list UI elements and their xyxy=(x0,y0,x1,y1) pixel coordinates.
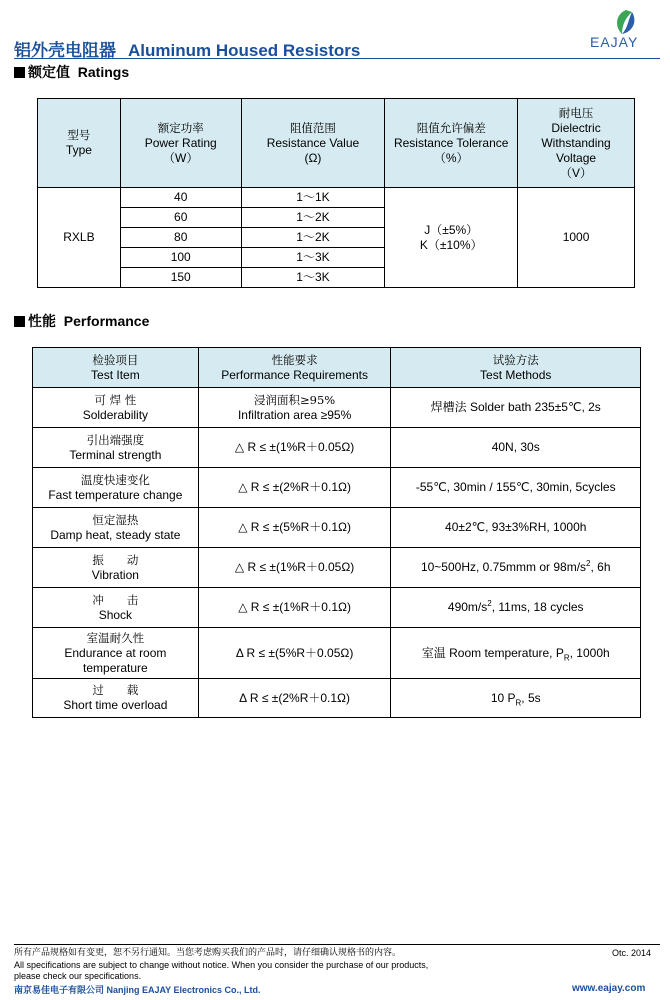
square-bullet-icon xyxy=(14,67,25,78)
method-cell: 10~500Hz, 0.75mmm or $98m/s^2$, 6h xyxy=(391,548,641,588)
test-item-cell: 振 动 Vibration xyxy=(33,548,199,588)
requirement-cell: 浸润面积≥95% Infiltration area ≥95% xyxy=(198,388,391,428)
col-type: 型号 Type xyxy=(38,99,121,188)
table-row xyxy=(33,679,641,718)
resistance-cell: 1～3K xyxy=(241,248,385,268)
test-item-cell: 可 焊 性 Solderability xyxy=(33,388,199,428)
requirement-cell: Δ R ≤ ±(2%R＋0.1Ω) xyxy=(198,679,391,718)
logo-text: EAJAY xyxy=(590,34,639,50)
method-cell: $490m/s^2$, 11ms, 18 cycles xyxy=(391,588,641,628)
requirement-cell: Δ R ≤ ±(5%R＋0.05Ω) xyxy=(198,628,391,679)
footer-date: Otc. 2014 xyxy=(612,948,652,958)
requirement-cell: △ R ≤ ±(1%R＋0.05Ω) xyxy=(198,548,391,588)
footer-divider xyxy=(14,944,660,945)
col-resistance-tolerance: 阻值允许偏差 Resistance Tolerance （%） xyxy=(385,99,518,188)
footer-website-link[interactable]: www.eajay.com xyxy=(572,983,646,994)
method-cell: 10 $P_R$, 5s xyxy=(391,679,641,718)
ratings-heading-en: Ratings xyxy=(77,64,130,80)
test-item-cell: 引出端强度 Terminal strength xyxy=(33,428,199,468)
power-cell: 40 xyxy=(120,188,241,208)
performance-table xyxy=(32,347,641,718)
power-cell: 60 xyxy=(120,208,241,228)
test-item-cell: 恒定湿热 Damp heat, steady state xyxy=(33,508,199,548)
col-test-item: 检验项目 Test Item xyxy=(33,348,199,388)
requirement-cell: △ R ≤ ±(2%R＋0.1Ω) xyxy=(198,468,391,508)
test-item-cell: 冲 击 Shock xyxy=(33,588,199,628)
test-item-cell: 温度快速变化 Fast temperature change xyxy=(33,468,199,508)
method-cell: 室温 Room temperature, $P_R$, 1000h xyxy=(391,628,641,679)
voltage-cell: 1000 xyxy=(518,188,635,288)
col-resistance-value: 阻值范围 Resistance Value (Ω) xyxy=(241,99,385,188)
table-row xyxy=(33,388,641,428)
requirement-cell: △ R ≤ ±(1%R＋0.05Ω) xyxy=(198,428,391,468)
footer-note-en-2: please check our specifications. xyxy=(14,971,142,981)
col-dielectric-voltage: 耐电压 Dielectric Withstanding Voltage （V） xyxy=(518,99,635,188)
table-row xyxy=(33,628,641,679)
resistance-cell: 1～2K xyxy=(241,228,385,248)
method-cell: -55℃, 30min / 155℃, 30min, 5cycles xyxy=(391,468,641,508)
col-performance-requirements: 性能要求 Performance Requirements xyxy=(198,348,391,388)
col-power-rating: 额定功率 Power Rating （W） xyxy=(120,99,241,188)
power-cell: 150 xyxy=(120,268,241,288)
col-test-methods: 试验方法 Test Methods xyxy=(391,348,641,388)
performance-header-row xyxy=(33,348,641,388)
method-cell: 焊槽法 Solder bath 235±5℃, 2s xyxy=(391,388,641,428)
table-row xyxy=(38,188,635,208)
requirement-cell: △ R ≤ ±(1%R＋0.1Ω) xyxy=(198,588,391,628)
footer-note-cn: 所有产品规格如有变更，恕不另行通知。当您考虑购买我们的产品时，请仔细确认规格书的内容。 xyxy=(14,948,402,958)
table-row xyxy=(33,428,641,468)
table-row xyxy=(33,468,641,508)
table-row xyxy=(33,548,641,588)
ratings-heading xyxy=(14,62,129,82)
resistance-cell: 1～1K xyxy=(241,188,385,208)
method-cell: 40N, 30s xyxy=(391,428,641,468)
ratings-heading-cn: 额定值 xyxy=(28,64,70,80)
resistance-cell: 1～3K xyxy=(241,268,385,288)
table-row xyxy=(33,588,641,628)
table-row xyxy=(33,508,641,548)
page-title-cn: 铝外壳电阻器 xyxy=(14,41,116,60)
requirement-cell: △ R ≤ ±(5%R＋0.1Ω) xyxy=(198,508,391,548)
test-item-cell: 过 载 Short time overload xyxy=(33,679,199,718)
ratings-table xyxy=(37,98,635,288)
square-bullet-icon xyxy=(14,316,25,327)
performance-heading-en: Performance xyxy=(63,313,150,329)
footer-note-en-1: All specifications are subject to change without notice. When you consider the purchase of our products, xyxy=(14,960,429,970)
tolerance-cell: J（±5%） K（±10%） xyxy=(385,188,518,288)
page-title-en: Aluminum Housed Resistors xyxy=(128,41,361,60)
test-item-cell: 室温耐久性 Endurance at room temperature xyxy=(33,628,199,679)
power-cell: 80 xyxy=(120,228,241,248)
ratings-header-row xyxy=(38,99,635,188)
header-divider xyxy=(14,58,660,59)
performance-heading-cn: 性能 xyxy=(28,313,56,329)
power-cell: 100 xyxy=(120,248,241,268)
performance-heading xyxy=(14,311,149,331)
type-cell: RXLB xyxy=(38,188,121,288)
footer-company: 南京易佳电子有限公司 Nanjing EAJAY Electronics Co., Ltd. xyxy=(14,985,261,995)
method-cell: 40±2℃, 93±3%RH, 1000h xyxy=(391,508,641,548)
resistance-cell: 1～2K xyxy=(241,208,385,228)
